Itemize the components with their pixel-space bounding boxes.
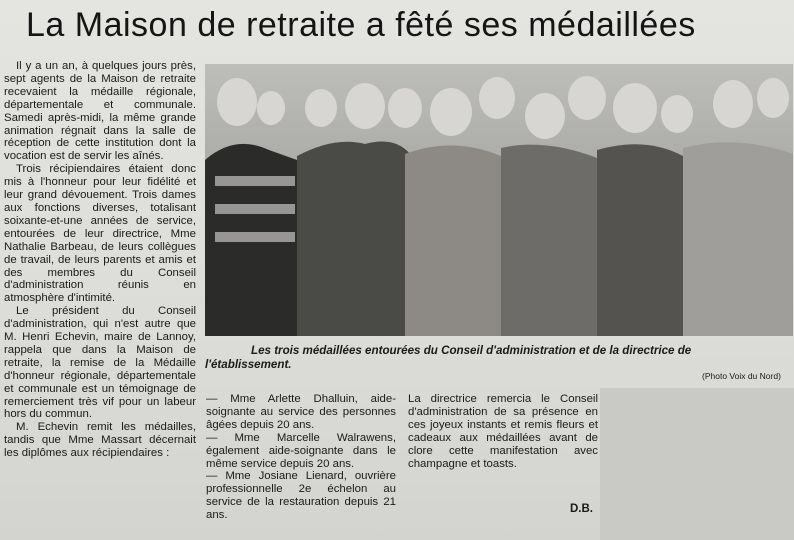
article-column-3 — [408, 393, 598, 470]
paragraph: Il y a un an, à quelques jours près, sept agents de la Maison de retraite recevaient la médaille régionale, départementale et communale. Samedi après-midi, la même grande animation régnait dans la salle de réception de cette institution dont la vocation est de servir les aînés. — [4, 60, 196, 163]
caption-line: Les trois médaillées entourées du Conseil d'administration et de la directrice de — [251, 344, 692, 357]
recipient-entry: — Mme Marcelle Walrawens, également aide-soignante dans le même service depuis 20 ans. — [206, 431, 396, 470]
headline: La Maison de retraite a fêté ses médaillées — [26, 6, 696, 44]
author-signature: D.B. — [570, 503, 593, 515]
group-photo-icon — [205, 64, 793, 336]
paragraph: Le président du Conseil d'administration, qui n'est autre que M. Henri Echevin, maire de Lannoy, rappela que dans la Maison de retraite, la remise de la Médaille d'honneur régionale, départementale et communale est un témoignage de remerciement très vif pour un labeur hors du commun. — [4, 305, 196, 421]
paragraph: La directrice remercia le Conseil d'administration de sa présence en ces joyeux instants et remis fleurs et cadeaux aux médaillées avant de clore cette manifestation avec champagne et toasts. — [408, 393, 598, 470]
paragraph: Trois récipiendaires étaient donc mis à l'honneur pour leur fidélité et leur grand dévouement. Trois dames aux fonctions diverses, totalisant soixante-et-une années de service, entourées de leur directrice, Mme Nathalie Barbeau, de leurs collègues de travail, de leurs parents et amis et des membres du Conseil d'administration réunis en atmosphère d'intimité. — [4, 163, 196, 305]
photo-credit: (Photo Voix du Nord) — [702, 371, 781, 381]
photo-caption — [205, 344, 793, 372]
group-photo — [205, 64, 793, 336]
paragraph: M. Echevin remit les médailles, tandis que Mme Massart décernait les diplômes aux récipiendaires : — [4, 421, 196, 460]
caption-line: l'établissement. — [205, 358, 292, 371]
article-column-1 — [4, 60, 196, 460]
recipient-entry: — Mme Josiane Lienard, ouvrière professionnelle 2e échelon au service de la restauration depuis 21 ans. — [206, 470, 396, 522]
recipient-entry: — Mme Arlette Dhalluin, aide-soignante au service des personnes âgées depuis 20 ans. — [206, 393, 396, 431]
article-column-2 — [206, 393, 396, 522]
blank-area — [600, 388, 794, 540]
